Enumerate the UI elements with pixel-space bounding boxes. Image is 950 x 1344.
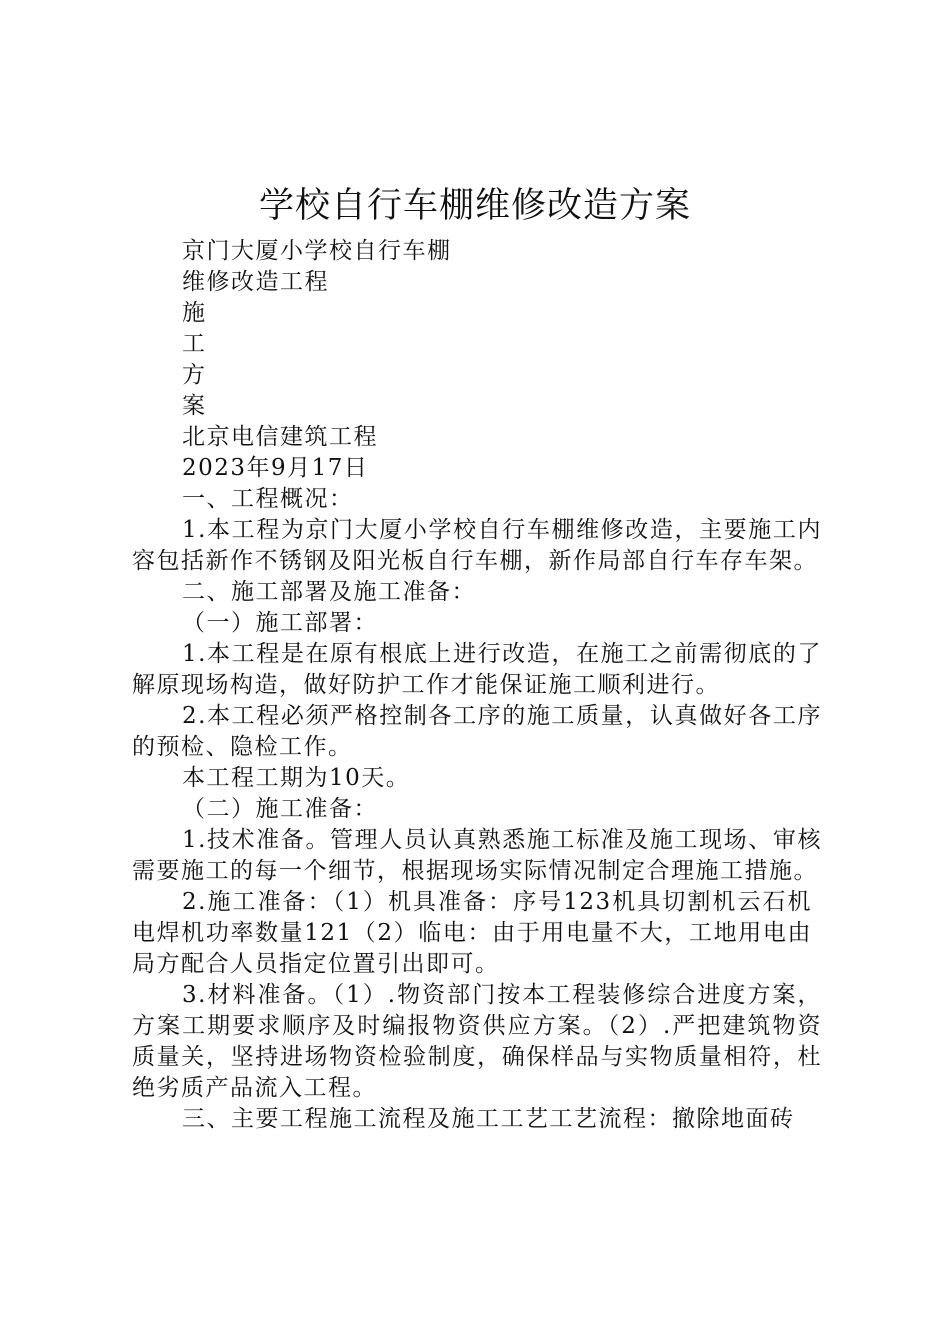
document-body xyxy=(132,236,822,1135)
document-title: 学校自行车棚维修改造方案 xyxy=(258,186,691,226)
subsection-1-heading: （一）施工部署： xyxy=(182,610,378,636)
cover-line-shi: 施 xyxy=(182,300,207,326)
section-3-heading: 三、主要工程施工流程及施工工艺工艺流程：撤除地面砖 xyxy=(182,1106,795,1132)
subsection-2-paragraph-2: 2.施工准备：（1）机具准备：序号123机具切割机云石机电焊机功率数量121（2）临电：由于用电量不大，工地用电由局方配合人员指定位置引出即可。 xyxy=(132,889,812,977)
cover-line-date: 2023年9月17日 xyxy=(182,455,369,481)
cover-line-project: 维修改造工程 xyxy=(182,269,329,295)
cover-line-company: 北京电信建筑工程 xyxy=(182,424,378,450)
subsection-2-paragraph-3: 3.材料准备。（1）.物资部门按本工程装修综合进度方案，方案工期要求顺序及时编报物资供应方案。（2）.严把建筑物资质量关，坚持进场物资检验制度，确保样品与实物质量相符，杜绝劣质产品流入工程。 xyxy=(132,982,822,1101)
cover-line-fang: 方 xyxy=(182,362,207,388)
subsection-2-paragraph-1: 1.技术准备。管理人员认真熟悉施工标准及施工现场、审核需要施工的每一个细节，根据现场实际情况制定合理施工措施。 xyxy=(132,827,822,884)
cover-line-an: 案 xyxy=(182,393,207,419)
cover-line-school: 京门大厦小学校自行车棚 xyxy=(182,238,452,264)
subsection-1-paragraph-3: 本工程工期为10天。 xyxy=(182,765,411,791)
subsection-1-paragraph-1: 1.本工程是在原有根底上进行改造，在施工之前需彻底的了解原现场构造，做好防护工作才能保证施工顺利进行。 xyxy=(132,641,822,698)
subsection-2-heading: （二）施工准备： xyxy=(182,796,378,822)
subsection-1-paragraph-2: 2.本工程必须严格控制各工序的施工质量，认真做好各工序的预检、隐检工作。 xyxy=(132,703,822,760)
section-2-heading: 二、施工部署及施工准备： xyxy=(182,579,476,605)
cover-line-gong: 工 xyxy=(182,331,207,357)
section-1-paragraph-1: 1.本工程为京门大厦小学校自行车棚维修改造，主要施工内容包括新作不锈钢及阳光板自行车棚，新作局部自行车存车架。 xyxy=(132,517,822,574)
section-1-heading: 一、工程概况： xyxy=(182,486,354,512)
